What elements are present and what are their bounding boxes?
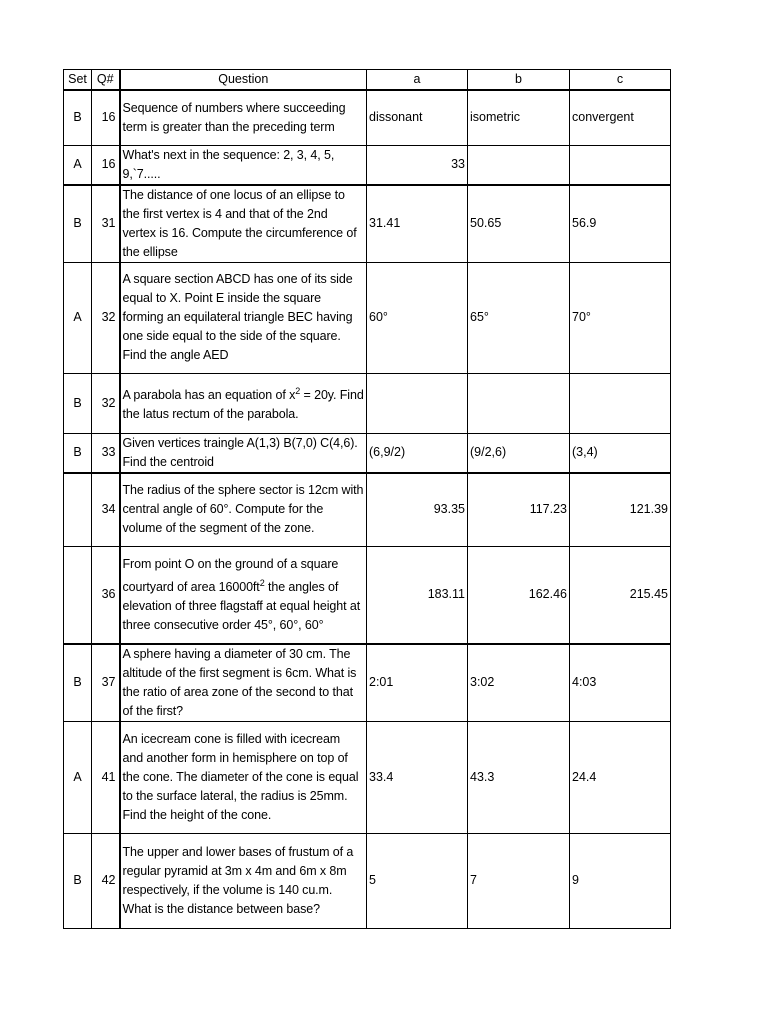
set-cell: B [64,433,92,473]
question-text: A parabola has an equation of x [122,388,296,403]
set-cell: B [64,833,92,928]
table-row [64,145,671,185]
table-row [64,547,671,644]
question-text: the angles of elevation of three flagstaff at equal height at three consecutive order 45°, 60°, 60° [122,579,361,632]
option-b-cell: (9/2,6) [468,433,570,473]
option-a-cell: dissonant [367,90,468,145]
qnum-cell: 32 [92,373,120,433]
table-row [64,185,671,263]
table-row [64,644,671,722]
question-cell: Given vertices traingle A(1,3) B(7,0) C(4,6). Find the centroid [120,433,367,473]
question-cell: What's next in the sequence: 2, 3, 4, 5, 9,`7..... [120,145,367,185]
option-a-cell: (6,9/2) [367,433,468,473]
question-cell: Sequence of numbers where succeeding term is greater than the preceding term [120,90,367,145]
question-cell [120,373,367,433]
option-c-cell: 24.4 [570,721,671,833]
header-a: a [367,70,468,91]
header-qnum: Q# [92,70,120,91]
table-row [64,90,671,145]
set-cell: A [64,262,92,373]
qnum-cell: 32 [92,262,120,373]
qnum-cell: 31 [92,185,120,263]
header-row [64,70,671,91]
set-cell [64,473,92,547]
option-b-cell [468,145,570,185]
header-c: c [570,70,671,91]
question-sheet [63,69,670,929]
table-row [64,373,671,433]
option-b-cell: 117.23 [468,473,570,547]
option-a-cell: 183.11 [367,547,468,644]
option-c-cell [570,145,671,185]
superscript: 2 [295,385,301,396]
qnum-cell: 42 [92,833,120,928]
qnum-cell: 16 [92,145,120,185]
header-set: Set [64,70,92,91]
option-b-cell: 65° [468,262,570,373]
header-question: Question [120,70,367,91]
question-cell: A square section ABCD has one of its side equal to X. Point E inside the square forming an equilateral triangle BEC having one side equal to the side of the square. Find the angle AED [120,262,367,373]
option-a-cell: 60° [367,262,468,373]
option-c-cell: 121.39 [570,473,671,547]
table-row [64,262,671,373]
set-cell: B [64,185,92,263]
question-cell: An icecream cone is filled with icecream and another form in hemisphere on top of the cone. The diameter of the cone is equal to the surface lateral, the radius is 25mm. Find the height of the cone. [120,721,367,833]
qnum-cell: 41 [92,721,120,833]
option-a-cell: 5 [367,833,468,928]
table-row [64,721,671,833]
question-cell [120,547,367,644]
set-cell: B [64,90,92,145]
option-c-cell: 56.9 [570,185,671,263]
option-c-cell: 215.45 [570,547,671,644]
table-row [64,833,671,928]
question-table [63,69,671,929]
qnum-cell: 34 [92,473,120,547]
qnum-cell: 36 [92,547,120,644]
option-b-cell: 50.65 [468,185,570,263]
option-c-cell [570,373,671,433]
option-c-cell: convergent [570,90,671,145]
question-cell: The distance of one locus of an ellipse to the first vertex is 4 and that of the 2nd vertex is 16. Compute the circumference of the ellipse [120,185,367,263]
qnum-cell: 16 [92,90,120,145]
question-cell: The upper and lower bases of frustum of a regular pyramid at 3m x 4m and 6m x 8m respectively, if the volume is 140 cu.m. What is the distance between base? [120,833,367,928]
question-text: From point O on the ground of a square courtyard of area 16000ft [122,556,339,594]
option-a-cell: 93.35 [367,473,468,547]
option-c-cell: 9 [570,833,671,928]
set-cell: B [64,644,92,722]
option-a-cell: 2:01 [367,644,468,722]
qnum-cell: 37 [92,644,120,722]
question-cell: The radius of the sphere sector is 12cm with central angle of 60°. Compute for the volume of the segment of the zone. [120,473,367,547]
option-b-cell: 3:02 [468,644,570,722]
option-a-cell: 33 [367,145,468,185]
table-row [64,433,671,473]
option-a-cell: 33.4 [367,721,468,833]
option-a-cell [367,373,468,433]
qnum-cell: 33 [92,433,120,473]
header-b: b [468,70,570,91]
option-b-cell: 7 [468,833,570,928]
set-cell: A [64,721,92,833]
question-cell: A sphere having a diameter of 30 cm. The altitude of the first segment is 6cm. What is the ratio of area zone of the second to that of the first? [120,644,367,722]
question-text: = 20y. Find the latus rectum of the parabola. [122,388,364,422]
option-b-cell: 43.3 [468,721,570,833]
superscript: 2 [259,577,265,588]
option-b-cell: isometric [468,90,570,145]
table-row [64,473,671,547]
set-cell: A [64,145,92,185]
option-c-cell: 4:03 [570,644,671,722]
set-cell [64,547,92,644]
option-a-cell: 31.41 [367,185,468,263]
option-c-cell: (3,4) [570,433,671,473]
option-c-cell: 70° [570,262,671,373]
set-cell: B [64,373,92,433]
option-b-cell [468,373,570,433]
option-b-cell: 162.46 [468,547,570,644]
